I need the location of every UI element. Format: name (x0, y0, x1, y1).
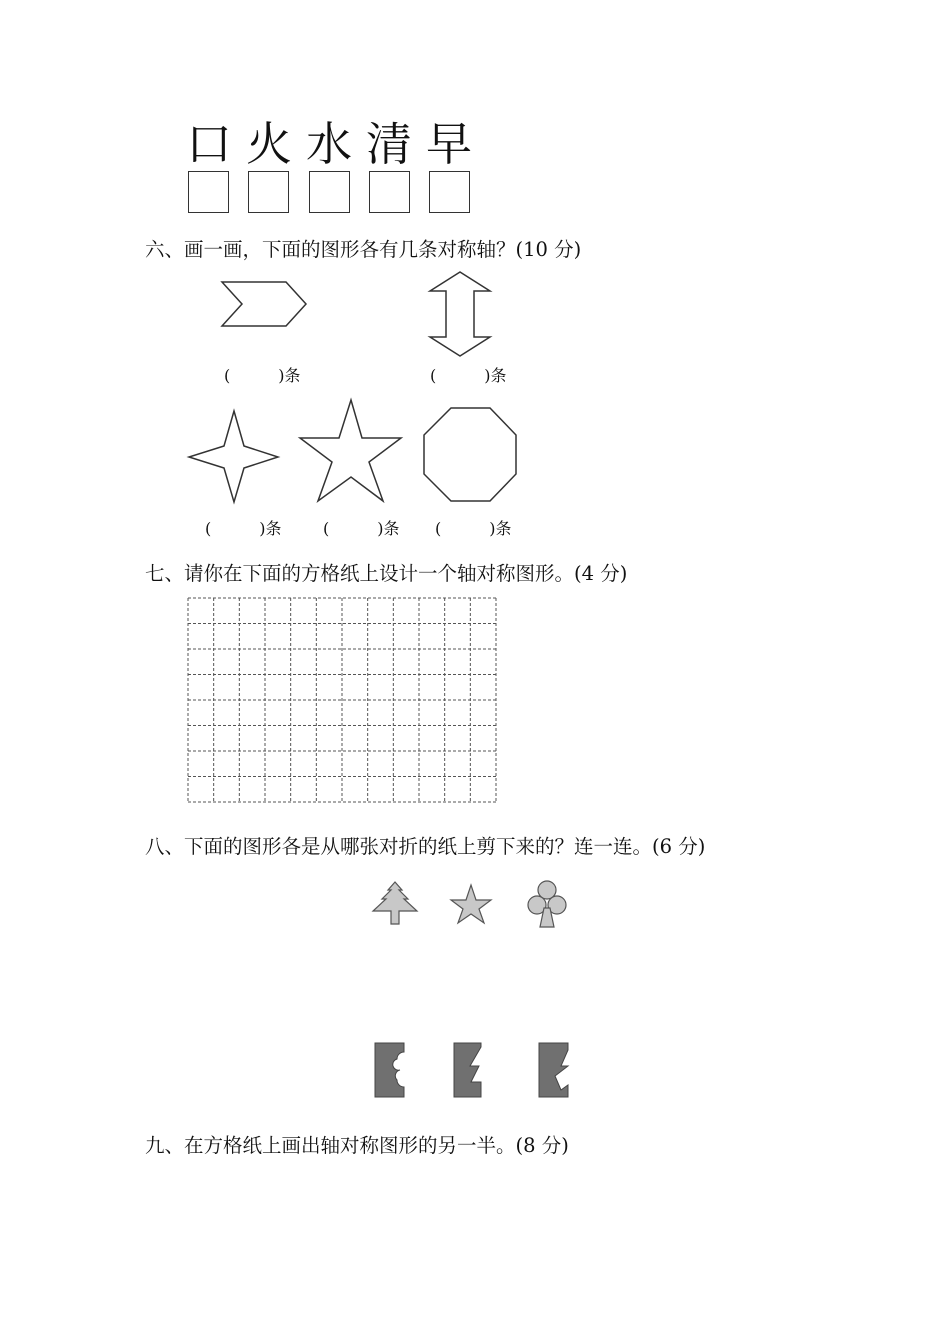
answer-blank-five-point-star[interactable]: ( )条 (323, 519, 400, 538)
character-3: 水 (306, 117, 352, 171)
answer-blank-double-arrow[interactable]: ( )条 (430, 366, 507, 385)
cut-paper-star-notch-outline (539, 1043, 568, 1097)
section-6-title: 六、画一画，下面的图形各有几条对称轴？(10 分) (145, 238, 582, 261)
section-9-title: 九、在方格纸上画出轴对称图形的另一半。(8 分) (145, 1134, 569, 1157)
answer-blank-four-point-star[interactable]: ( )条 (205, 519, 282, 538)
character-5: 早 (426, 117, 472, 171)
answer-blank-chevron[interactable]: ( )条 (224, 366, 301, 385)
character-1: 口 (186, 117, 232, 171)
section-8-title: 八、下面的图形各是从哪张对折的纸上剪下来的？连一连。(6 分) (145, 835, 706, 858)
character-4: 清 (366, 117, 412, 171)
character-2: 火 (246, 117, 292, 171)
answer-blank-octagon[interactable]: ( )条 (435, 519, 512, 538)
section-7-title: 七、请你在下面的方格纸上设计一个轴对称图形。(4 分) (145, 562, 628, 585)
